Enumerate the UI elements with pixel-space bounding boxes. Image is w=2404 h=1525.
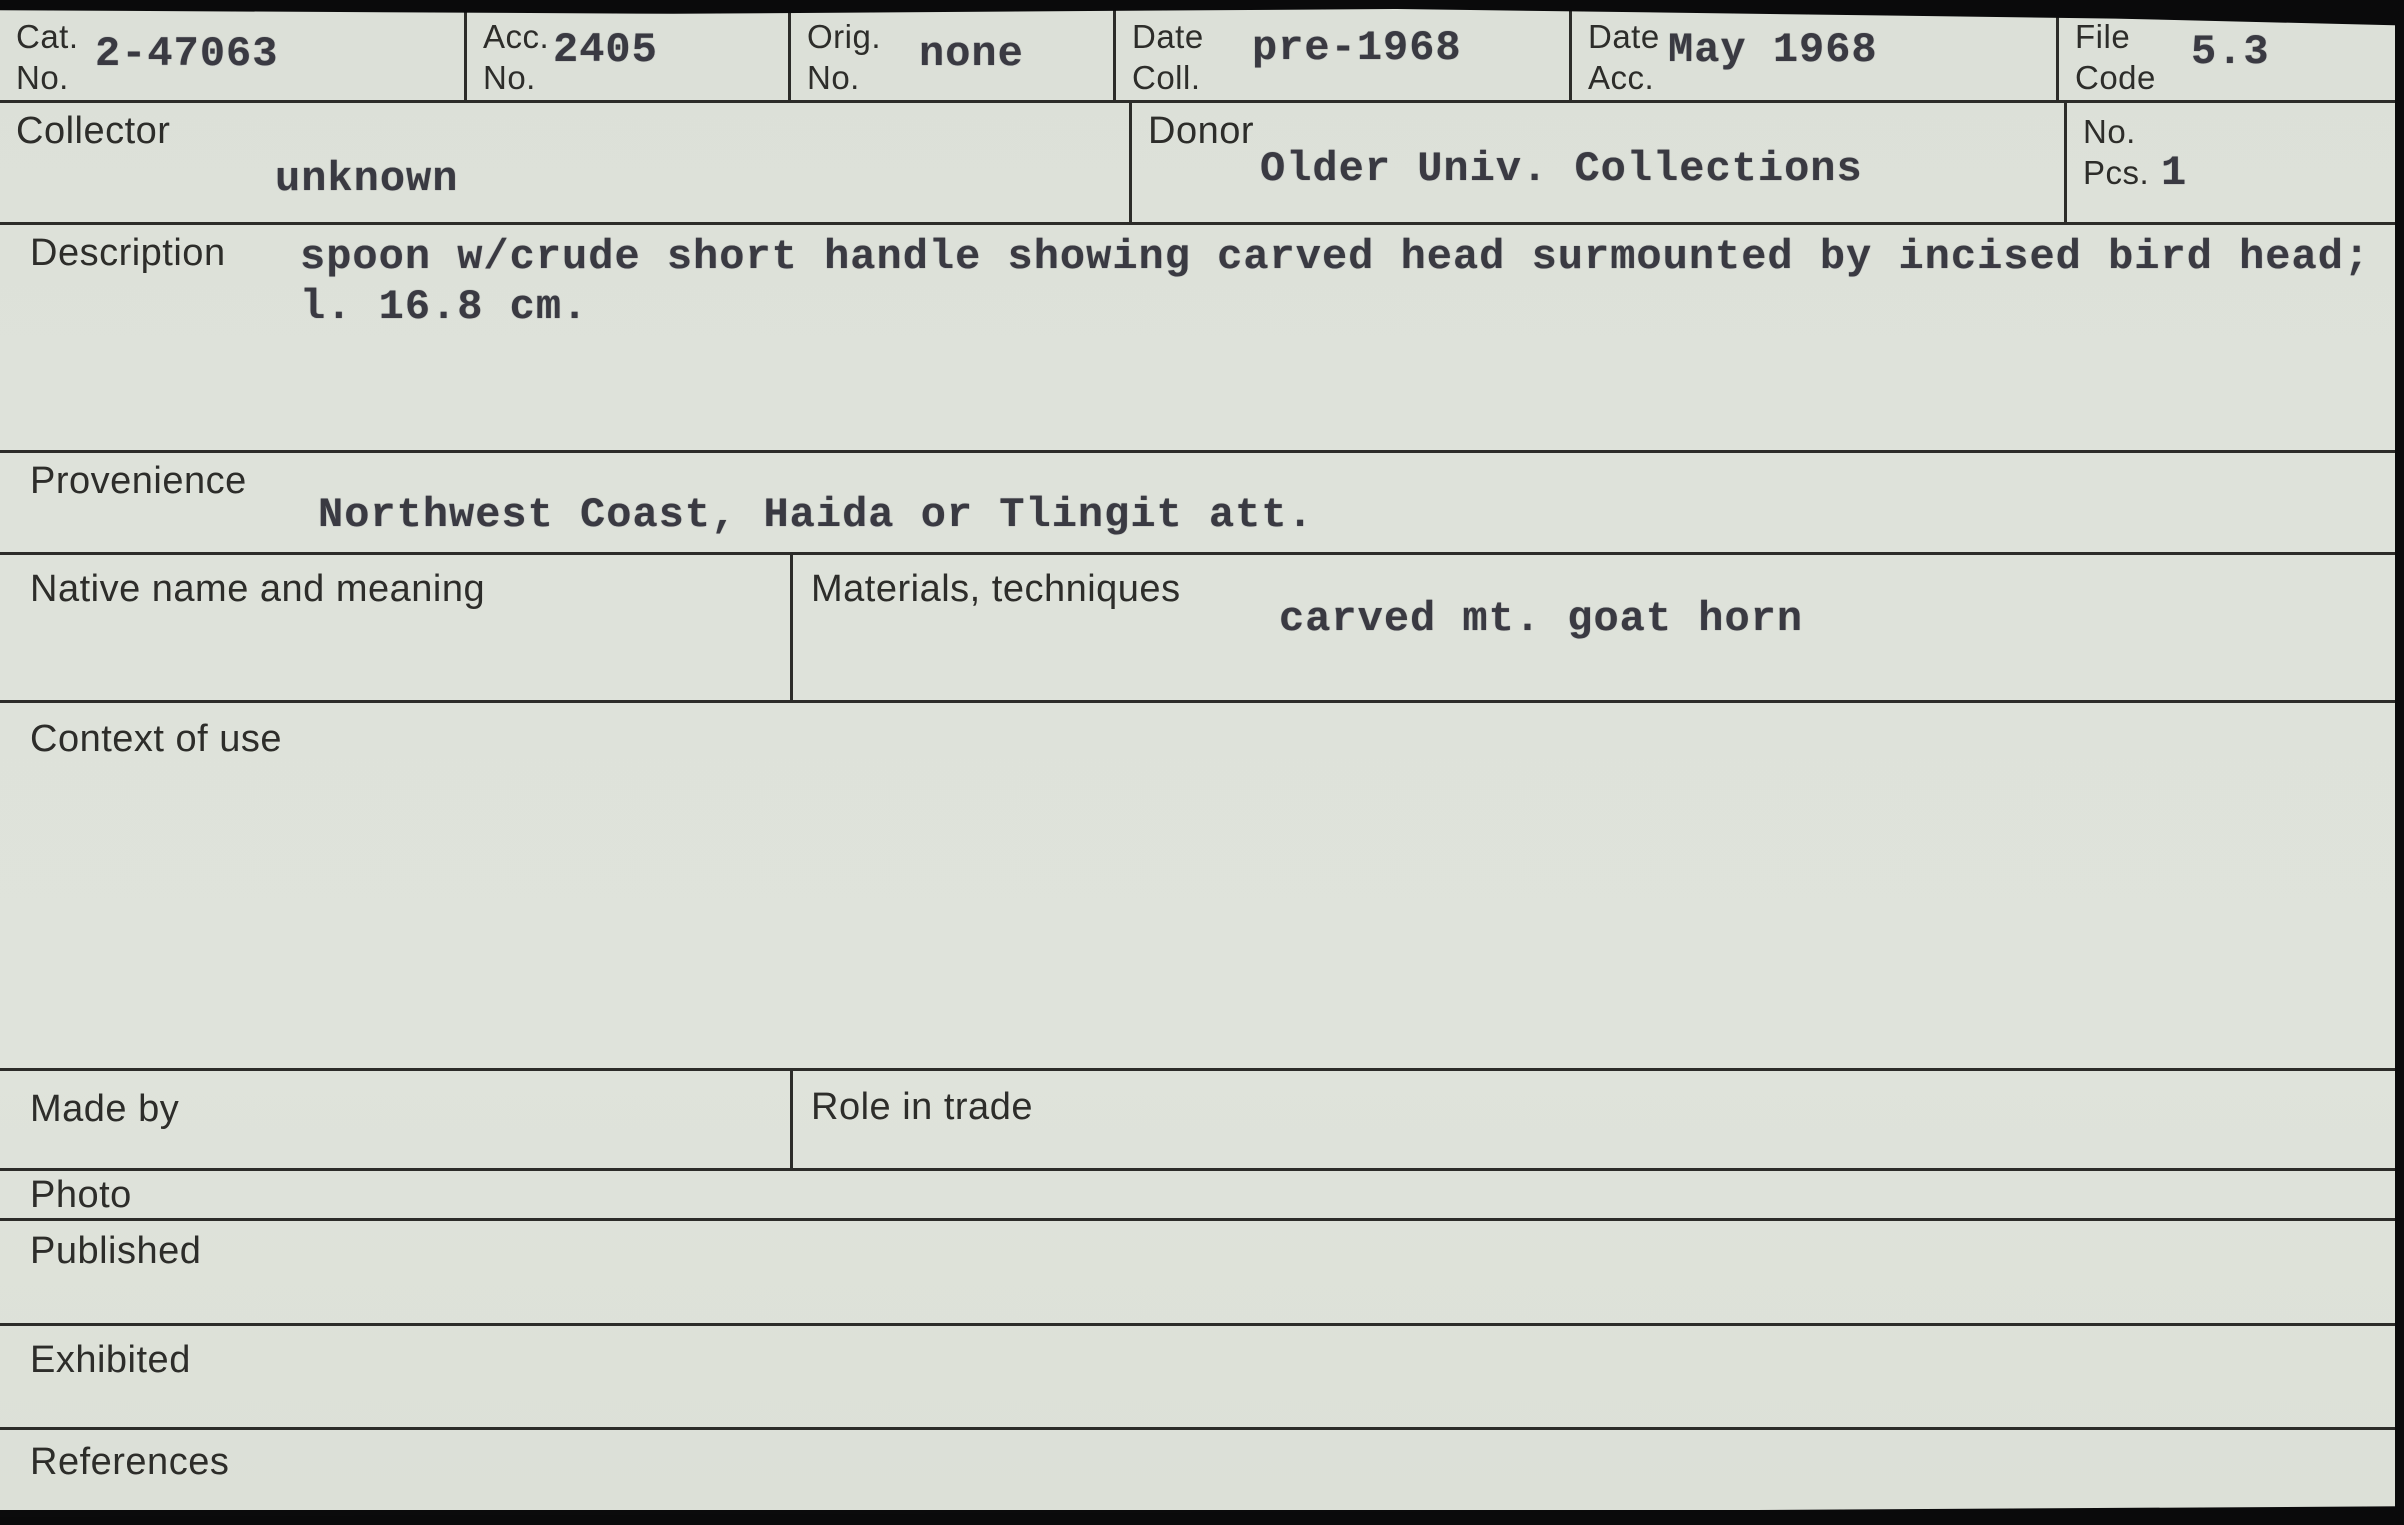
cat-no-value: 2-47063 [95,30,279,78]
field-cat-no [0,0,464,100]
field-collector [0,103,1129,222]
native-name-label: Native name and meaning [30,568,486,610]
field-made-by [0,1071,790,1168]
materials-value: carved mt. goat horn [1279,595,1804,643]
field-description [0,225,2396,450]
date-acc-label-line1: Date [1588,18,1660,55]
field-orig-no [788,0,1113,100]
description-label: Description [30,232,226,274]
donor-value: Older Univ. Collections [1260,145,1863,193]
cat-no-label-line2: No. [16,59,69,96]
field-no-pcs [2064,103,2396,222]
date-acc-label-line2: Acc. [1588,59,1655,96]
description-value-line2: l. 16.8 cm. [300,283,589,331]
cat-no-label-line1: Cat. [16,18,79,55]
photo-label: Photo [30,1174,132,1216]
no-pcs-label [2083,111,2149,193]
field-references [0,1430,2396,1510]
field-donor [1129,103,2064,222]
description-value-line1: spoon w/crude short handle showing carved head surmounted by incised bird head; [300,233,2371,281]
file-code-label [2075,16,2156,98]
made-by-label: Made by [30,1088,180,1130]
orig-no-label-line2: No. [807,59,860,96]
acc-no-value: 2405 [553,26,658,74]
field-date-collected [1113,0,1569,100]
acc-no-label-line1: Acc. [483,18,550,55]
field-provenience [0,453,2396,552]
row-published [0,1218,2396,1323]
exhibited-label: Exhibited [30,1339,191,1381]
provenience-value: Northwest Coast, Haida or Tlingit att. [318,491,1314,539]
row-exhibited [0,1323,2396,1427]
file-code-value: 5.3 [2191,28,2270,76]
field-acc-no [464,0,788,100]
acc-no-label [483,16,549,98]
row-references [0,1427,2396,1510]
description-value [300,233,2370,333]
context-of-use-label: Context of use [30,718,283,760]
row-provenience [0,450,2396,552]
materials-label: Materials, techniques [811,568,1181,610]
orig-no-label-line1: Orig. [807,18,882,55]
row-native-materials [0,552,2396,700]
date-coll-label-line1: Date [1132,18,1204,55]
orig-no-value: none [919,30,1024,78]
row-description [0,222,2396,450]
field-native-name [0,555,790,700]
no-pcs-label-line2: Pcs. [2083,154,2150,191]
collector-label: Collector [16,110,171,152]
no-pcs-label-line1: No. [2083,113,2136,150]
file-code-label-line2: Code [2075,59,2156,96]
donor-label: Donor [1148,110,1254,152]
row-collector-donor [0,100,2396,222]
field-materials [790,555,2396,700]
date-coll-value: pre-1968 [1252,24,1462,72]
collector-value: unknown [275,155,459,203]
provenience-label: Provenience [30,460,247,502]
field-role-in-trade [790,1071,2396,1168]
field-published [0,1221,2396,1323]
field-photo [0,1171,2396,1218]
cat-no-label [16,16,79,98]
row-photo [0,1168,2396,1218]
no-pcs-value: 1 [2161,149,2188,197]
scan-edge-right [2395,0,2404,1525]
file-code-label-line1: File [2075,18,2131,55]
row-madeby-role [0,1068,2396,1168]
acc-no-label-line2: No. [483,59,536,96]
field-exhibited [0,1326,2396,1427]
date-acc-label [1588,16,1660,98]
orig-no-label [807,16,881,98]
references-label: References [30,1441,230,1483]
published-label: Published [30,1230,202,1272]
date-coll-label [1132,16,1204,98]
row-context-of-use [0,700,2396,1068]
date-acc-value: May 1968 [1668,26,1878,74]
date-coll-label-line2: Coll. [1132,59,1201,96]
role-in-trade-label: Role in trade [811,1086,1033,1128]
field-context-of-use [0,703,2396,1068]
